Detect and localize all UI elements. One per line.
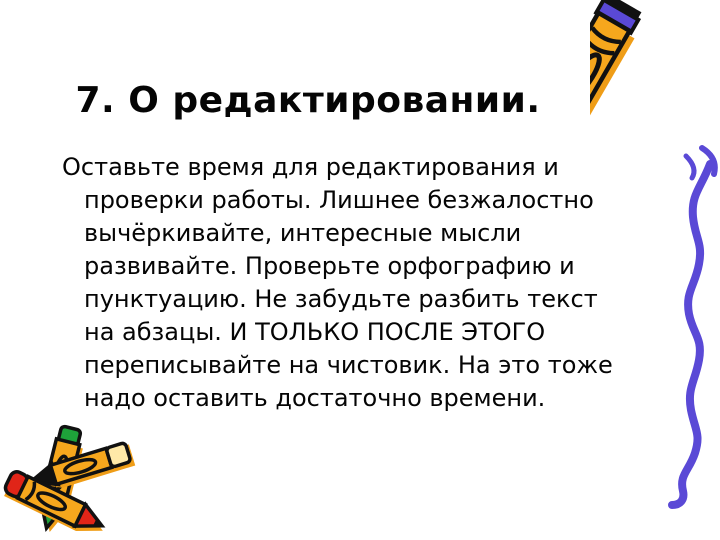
slide-title: 7. О редактировании.	[75, 80, 541, 121]
body-line: проверки работы. Лишнее безжалостно	[84, 186, 594, 214]
body-line: на абзацы. И ТОЛЬКО ПОСЛЕ ЭТОГО	[84, 318, 546, 346]
pencil-icon	[590, 0, 648, 165]
body-line: переписывайте на чистовик. На это тоже	[84, 351, 613, 379]
squiggle-line	[672, 164, 710, 505]
crossed-crayons-icon	[0, 420, 170, 540]
body-line: вычёркивайте, интересные мысли	[84, 219, 522, 247]
body-line: развивайте. Проверьте орфографию и	[84, 252, 575, 280]
pencil-and-squiggle-illustration	[590, 0, 720, 540]
tip-streak	[686, 156, 694, 178]
body-line: надо оставить достаточно времени.	[84, 384, 546, 412]
slide-body-text	[62, 151, 670, 415]
body-line: пунктуацию. Не забудьте разбить текст	[84, 285, 598, 313]
body-line: Оставьте время для редактирования и	[62, 153, 559, 181]
